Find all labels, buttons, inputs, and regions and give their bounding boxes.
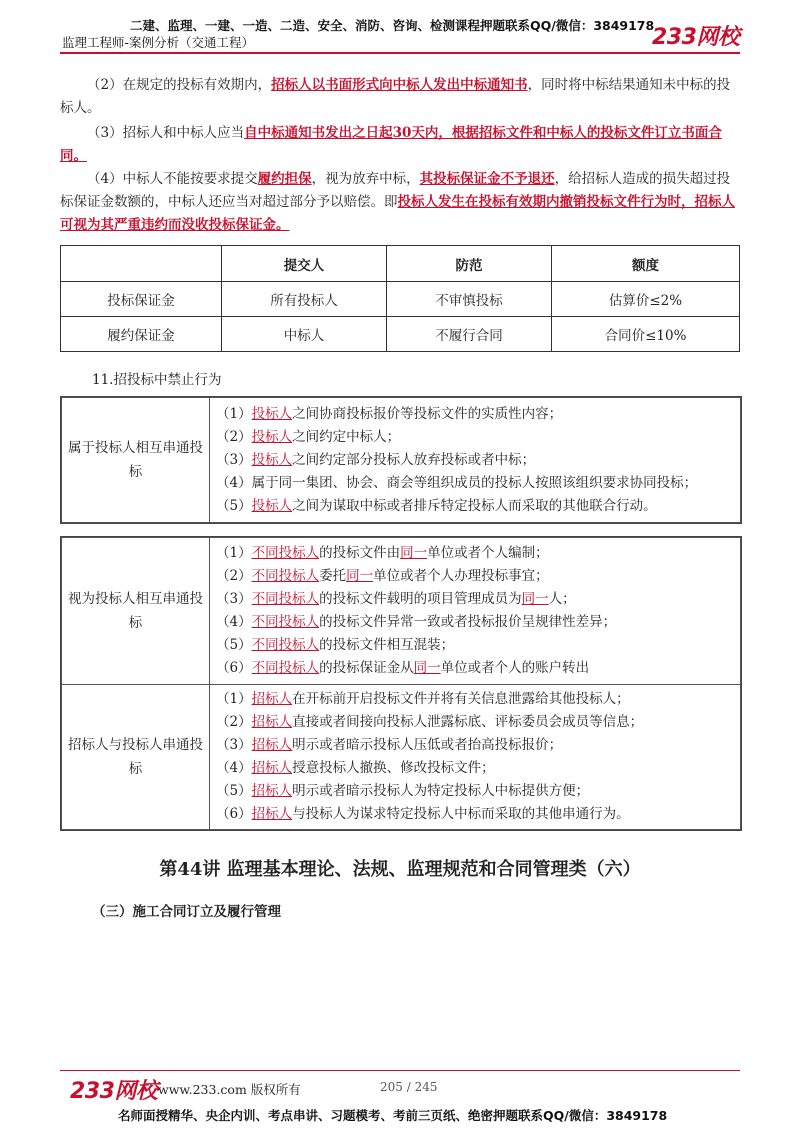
- list-item: （1）招标人在开标前开启投标文件并将有关信息泄露给其他投标人；: [216, 691, 630, 707]
- deposit-table: [60, 245, 740, 352]
- collusion-3-items: [210, 685, 741, 830]
- lecture-title: 第44讲 监理基本理论、法规、监理规范和合同管理类（六）: [159, 859, 641, 880]
- list-item: （2）投标人之间约定中标人；: [216, 428, 401, 445]
- table-cell: 估算价≤2%: [552, 282, 740, 317]
- p4-highlight-3: 投标人发生在投标有效期内撤销投标文件行为时，招标人可视为其严重违约而没收投标保证金。: [60, 194, 735, 233]
- list-item: （5）投标人之间为谋取中标或者排斥特定投标人而采取的其他联合行动。: [216, 497, 657, 514]
- list-item: （3）不同投标人的投标文件载明的项目管理成员为同一人；: [216, 591, 576, 607]
- p2-text-1: （2）在规定的投标有效期内，: [87, 77, 272, 93]
- table-cell: 投标保证金: [61, 282, 222, 317]
- footer-logo: 233网校: [70, 1079, 158, 1104]
- list-item: （4）招标人授意投标人撤换、修改投标文件；: [216, 760, 495, 776]
- collusion-1-label: 属于投标人相互串通投标: [62, 398, 210, 523]
- paragraph-3: [60, 122, 742, 168]
- table-header-row: [61, 246, 740, 282]
- list-item: （6）招标人与投标人为谋求特定投标人中标而采取的其他串通行为。: [216, 806, 630, 822]
- table-header-cell: 防范: [387, 246, 552, 282]
- list-item: （3）投标人之间约定部分投标人放弃投标或者中标；: [216, 451, 536, 468]
- footer-divider: [60, 1070, 740, 1071]
- list-item: （5）不同投标人的投标文件相互混装；: [216, 637, 455, 653]
- collusion-3-label: 招标人与投标人串通投标: [62, 685, 210, 830]
- list-item: （2）招标人直接或者间接向投标人泄露标底、评标委员会成员等信息；: [216, 714, 644, 730]
- collusion-2-items: [210, 538, 741, 685]
- brand-logo: 233网校: [652, 25, 740, 50]
- table-cell: 合同价≤10%: [552, 317, 740, 352]
- list-item: （4）属于同一集团、协会、商会等组织成员的投标人按照该组织要求协同投标；: [216, 474, 698, 491]
- table-cell: 不审慎投标: [387, 282, 552, 317]
- table-cell: 中标人: [222, 317, 387, 352]
- p4-highlight-1: 履约担保: [257, 171, 312, 187]
- collusion-1-items: [210, 398, 741, 523]
- collusion-2-label: 视为投标人相互串通投标: [62, 538, 210, 685]
- list-item: （3）招标人明示或者暗示投标人压低或者抬高投标报价；: [216, 737, 563, 753]
- footer-copyright: www.233.com 版权所有: [158, 1082, 301, 1097]
- p3-highlight: 自中标通知书发出之日起30天内，根据招标文件和中标人的投标文件订立书面合同。: [60, 125, 722, 164]
- table-header-cell: 额度: [552, 246, 740, 282]
- table-cell: 履约保证金: [61, 317, 222, 352]
- header-divider: [60, 52, 740, 54]
- list-item: （5）招标人明示或者暗示投标人为特定投标人中标提供方便；: [216, 783, 590, 799]
- table-header-cell: 提交人: [222, 246, 387, 282]
- list-item: （2）不同投标人委托同一单位或者个人办理投标事宜；: [216, 568, 549, 584]
- subsection-title: （三）施工合同订立及履行管理: [92, 904, 281, 920]
- page-number: 205 / 245: [380, 1080, 438, 1094]
- section-11-title: 11.招投标中禁止行为: [92, 372, 222, 388]
- p2-highlight: 招标人以书面形式向中标人发出中标通知书: [271, 77, 528, 93]
- collusion-box-2: [60, 536, 742, 831]
- p4-highlight-2: 其投标保证金不予退还: [419, 171, 555, 187]
- list-item: （1）投标人之间协商投标报价等投标文件的实质性内容；: [216, 405, 563, 422]
- list-item: （6）不同投标人的投标保证金从同一单位或者个人的账户转出: [216, 660, 590, 676]
- header-subtitle: 监理工程师-案例分析（交通工程）: [62, 35, 255, 50]
- p3-text-1: （3）招标人和中标人应当: [87, 125, 245, 141]
- collusion-box-1: [60, 396, 742, 524]
- table-row: [61, 317, 740, 352]
- paragraph-2: [60, 74, 742, 120]
- list-item: （1）不同投标人的投标文件由同一单位或者个人编制；: [216, 545, 549, 561]
- p4-text-2: ，视为放弃中标，: [311, 171, 420, 187]
- table-row: [61, 282, 740, 317]
- list-item: （4）不同投标人的投标文件异常一致或者投标报价呈规律性差异；: [216, 614, 617, 630]
- p2-text-2: ，同时将中标结果通知未中标的投标人。: [60, 77, 731, 116]
- header-contact-line: 二建、监理、一建、一造、二造、安全、消防、咨询、检测课程押题联系QQ/微信：3849178: [130, 18, 655, 33]
- p4-text-1: （4）中标人不能按要求提交: [87, 171, 258, 187]
- p4-text-3: ，给招标人造成的损失超过投标保证金数额的，中标人还应当对超过部分予以赔偿。即: [60, 171, 731, 210]
- paragraph-4: [60, 168, 742, 237]
- table-header-cell: [61, 246, 222, 282]
- footer-promo: 名师面授精华、央企内训、考点串讲、习题模考、考前三页纸、绝密押题联系QQ/微信：3849178: [118, 1108, 668, 1123]
- table-cell: 所有投标人: [222, 282, 387, 317]
- table-cell: 不履行合同: [387, 317, 552, 352]
